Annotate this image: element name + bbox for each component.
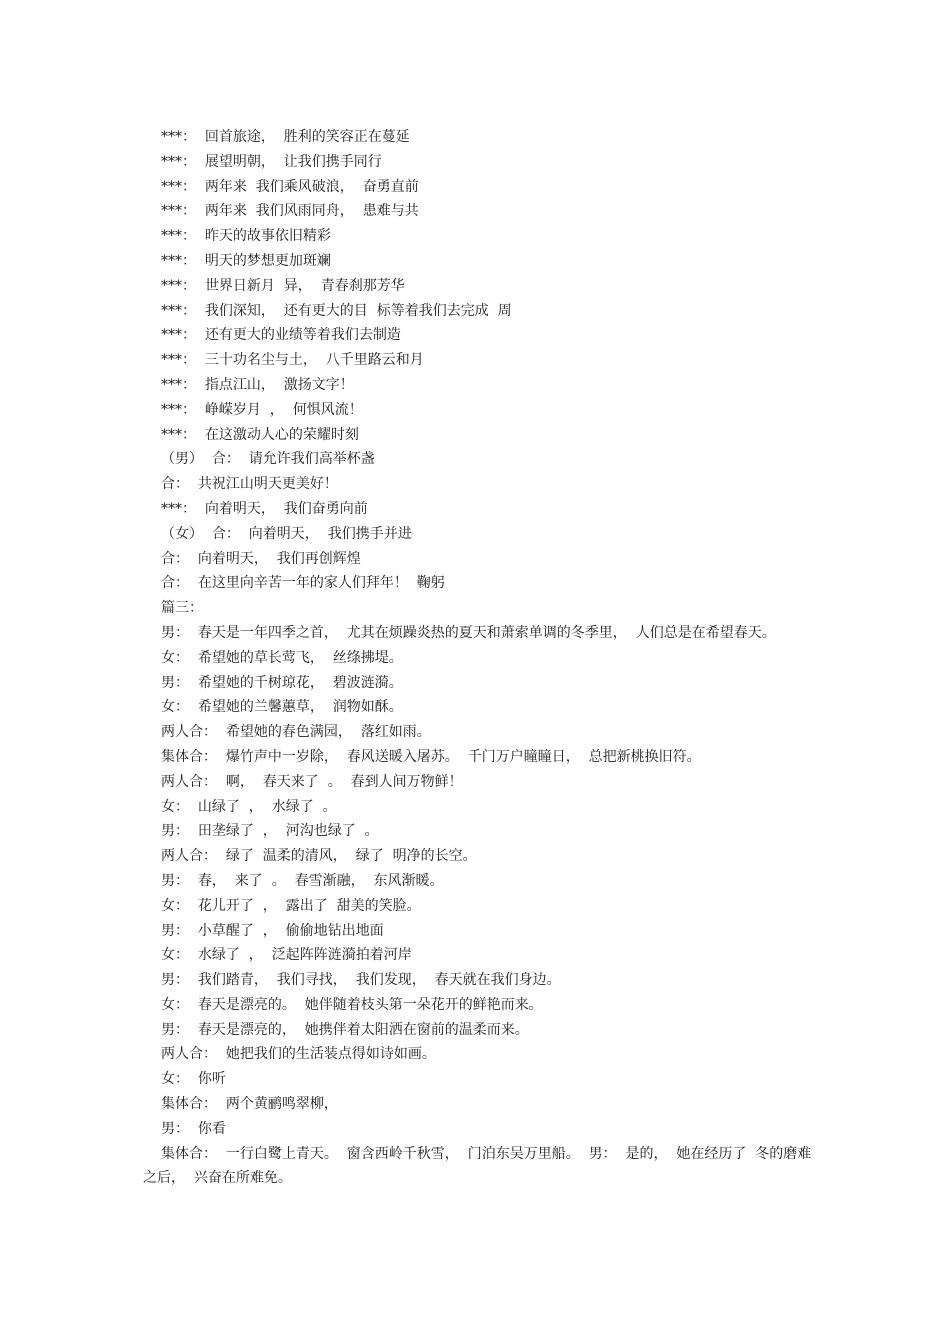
text-line: 男： 田垄绿了 ， 河沟也绿了 。 (161, 823, 379, 840)
text-line: 两人合： 希望她的春色满园， 落红如雨。 (161, 724, 431, 741)
text-line: ***： 向着明天， 我们奋勇向前 (161, 500, 368, 517)
text-line: ***： 三十功名尘与土， 八千里路云和月 (161, 352, 424, 369)
text-line: （女） 合： 向着明天， 我们携手并进 (161, 525, 412, 542)
text-line: 男： 希望她的千树琼花， 碧波涟漪。 (161, 674, 403, 691)
text-line: ***： 展望明朝， 让我们携手同行 (161, 153, 382, 170)
text-line: 女： 你听 (161, 1071, 226, 1088)
text-line: 女： 希望她的草长莺飞， 丝绦拂堤。 (161, 649, 403, 666)
text-line: 两人合： 啊， 春天来了 。 春到人间万物鲜！ (161, 773, 463, 790)
text-line: 女： 春天是漂亮的。 她伴随着枝头第一朵花开的鲜艳而来。 (161, 996, 543, 1013)
text-line: ***： 峥嵘岁月 ， 何惧风流！ (161, 401, 363, 418)
text-line: 合： 共祝江山明天更美好！ (161, 476, 338, 493)
text-line: 男： 春天是一年四季之首， 尤其在烦躁炎热的夏天和萧索单调的冬季里， 人们总是在希望春天。 (161, 624, 776, 641)
text-line: ***： 在这激动人心的荣耀时刻 (161, 426, 359, 443)
text-line: 男： 我们踏青， 我们寻找， 我们发现， 春天就在我们身边。 (161, 972, 561, 989)
text-line: ***： 世界日新月 异， 青春刹那芳华 (161, 277, 405, 294)
text-line: 两人合： 她把我们的生活装点得如诗如画。 (161, 1046, 436, 1063)
text-line: 女： 花儿开了 ， 露出了 甜美的笑脸。 (161, 897, 421, 914)
text-line: 男： 小草醒了 ， 偷偷地钻出地面 (161, 922, 384, 939)
text-line: ***： 我们深知， 还有更大的目 标等着我们去完成 周 (161, 302, 512, 319)
text-line: 男： 春， 来了 。 春雪渐融， 东风渐暖。 (161, 872, 444, 889)
text-line: ***： 两年来 我们乘风破浪， 奋勇直前 (161, 178, 419, 195)
document-body (143, 125, 813, 1191)
text-line: 集体合： 两个黄鹂鸣翠柳， (161, 1096, 338, 1113)
text-line: ***： 回首旅途， 胜利的笑容正在蔓延 (161, 129, 410, 145)
text-line: 合： 向着明天， 我们再创辉煌 (161, 550, 361, 567)
text-line: ***： 昨天的故事依旧精彩 (161, 228, 331, 245)
text-line: 女： 希望她的兰馨蕙草， 润物如酥。 (161, 699, 403, 716)
text-line: 男： 你看 (161, 1120, 226, 1137)
text-line: ***： 明天的梦想更加斑斓 (161, 252, 331, 269)
text-line: （男） 合： 请允许我们高举杯盏 (161, 451, 375, 468)
text-line: 集体合： 一行白鹭上青天。 窗含西岭千秋雪， 门泊东吴万里船。 男： 是的， 她在经历了 冬的磨难之后， 兴奋在所难免。 (143, 1145, 812, 1187)
text-line: 合： 在这里向辛苦一年的家人们拜年！ 鞠躬 (161, 575, 445, 592)
text-line: 男： 春天是漂亮的， 她携伴着太阳洒在窗前的温柔而来。 (161, 1021, 529, 1038)
text-line: 女： 山绿了 ， 水绿了 。 (161, 798, 337, 815)
text-line: 女： 水绿了 ， 泛起阵阵涟漪拍着河岸 (161, 947, 412, 964)
text-line: ***： 两年来 我们风雨同舟， 患难与共 (161, 203, 419, 220)
text-line: 两人合： 绿了 温柔的清风， 绿了 明净的长空。 (161, 848, 477, 865)
text-line: ***： 指点江山， 激扬文字！ (161, 376, 354, 393)
text-line: 集体合： 爆竹声中一岁除， 春风送暖入屠苏。 千门万户瞳瞳日， 总把新桃换旧符。 (161, 748, 701, 765)
section-heading: 篇三： (161, 600, 203, 617)
text-line: ***： 还有更大的业绩等着我们去制造 (161, 327, 401, 344)
